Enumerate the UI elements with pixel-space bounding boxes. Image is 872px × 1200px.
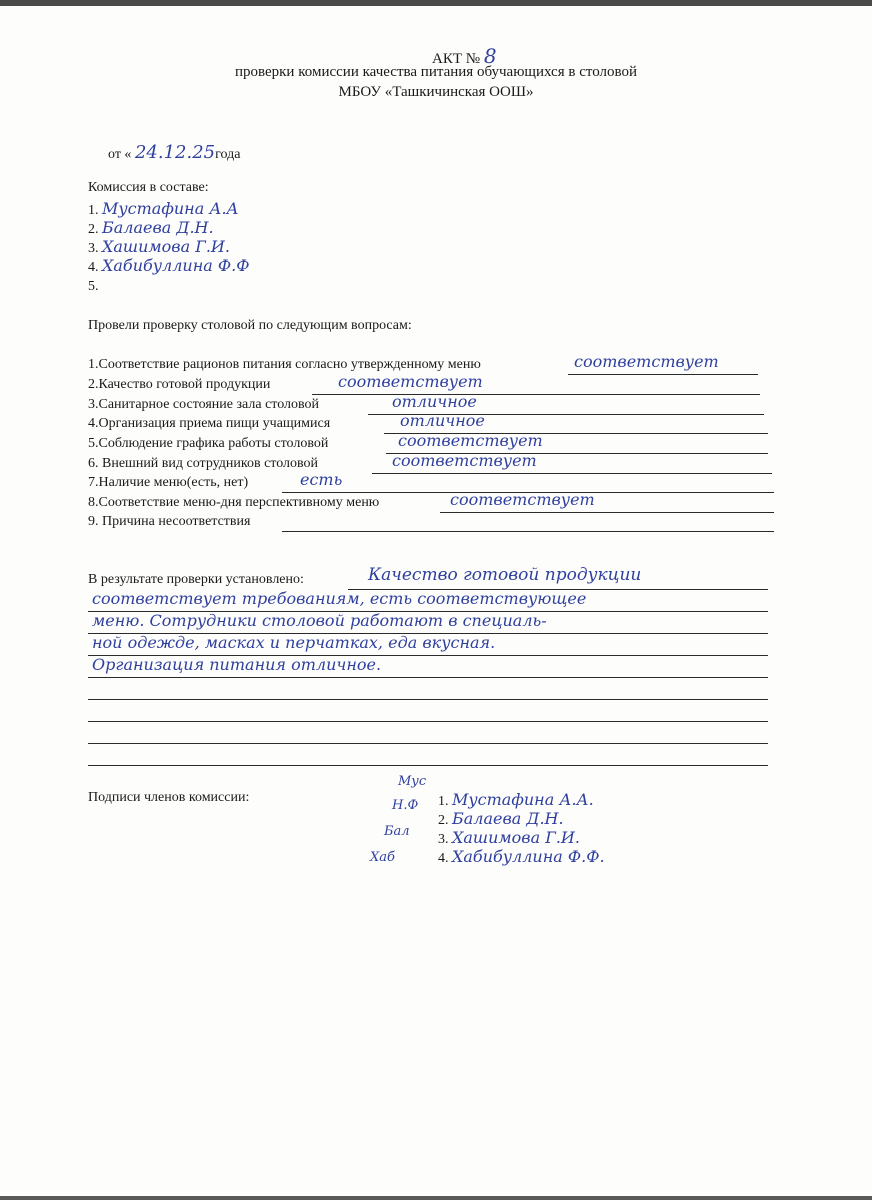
- member-name: Хашимова Г.И.: [102, 237, 230, 256]
- commission-member: [88, 199, 239, 219]
- result-text-line: Качество готовой продукции: [368, 565, 642, 585]
- result-text-line: ной одежде, масках и перчатках, еда вкусная.: [92, 633, 496, 652]
- question-answer: соответствует: [574, 352, 719, 371]
- act-label: АКТ №: [432, 51, 481, 67]
- signature-number: 2.: [438, 813, 449, 828]
- act-subtitle-1: проверки комиссии качества питания обучающихся в столовой: [234, 64, 638, 80]
- question-text: 8.Соответствие меню-дня перспективному меню: [88, 495, 380, 510]
- result-text-line: соответствует требованиям, есть соответствующее: [92, 589, 587, 608]
- commission-member: [88, 237, 230, 257]
- date-value: 24.12.25: [134, 142, 216, 163]
- answer-line: [312, 394, 760, 395]
- questions-label: Провели проверку столовой по следующим вопросам:: [88, 318, 412, 333]
- signature-number: 3.: [438, 832, 449, 847]
- member-name: Хабибуллина Ф.Ф: [102, 256, 250, 275]
- signature-name: Хашимова Г.И.: [452, 828, 580, 847]
- result-line: [88, 721, 768, 722]
- commission-member: [88, 275, 99, 295]
- signature-mark: Бал: [384, 824, 410, 839]
- member-number: 4.: [88, 260, 99, 275]
- signature-number: 4.: [438, 851, 449, 866]
- date-suffix: года: [215, 147, 241, 162]
- question-text: 5.Соблюдение графика работы столовой: [88, 436, 329, 451]
- signature-member: [438, 790, 594, 810]
- commission-member: [88, 218, 214, 238]
- date-prefix: от «: [108, 147, 132, 162]
- question-answer: отличное: [392, 392, 477, 411]
- signature-number: 1.: [438, 794, 449, 809]
- result-line: [88, 743, 768, 744]
- signatures-label: Подписи членов комиссии:: [88, 790, 250, 805]
- commission-member: [88, 256, 250, 276]
- signature-name: Мустафина А.А.: [452, 790, 594, 809]
- question-answer: соответствует: [392, 451, 537, 470]
- scan-edge-bottom: [0, 1196, 872, 1200]
- signature-mark: Н.Ф: [392, 798, 419, 813]
- signature-name: Хабибуллина Ф.Ф.: [452, 847, 605, 866]
- result-line: [88, 765, 768, 766]
- result-text-line: меню. Сотрудники столовой работают в специаль-: [92, 611, 547, 630]
- result-line: [88, 677, 768, 678]
- answer-line: [568, 374, 758, 375]
- member-name: Мустафина А.А: [102, 199, 239, 218]
- signature-mark: Мус: [398, 774, 427, 789]
- question-text: 1.Соответствие рационов питания согласно утвержденному меню: [88, 357, 481, 372]
- member-number: 5.: [88, 279, 99, 294]
- member-number: 2.: [88, 222, 99, 237]
- question-text: 4.Организация приема пищи учащимися: [88, 416, 331, 431]
- question-answer: соответствует: [450, 490, 595, 509]
- member-number: 3.: [88, 241, 99, 256]
- signature-name: Балаева Д.Н.: [452, 809, 564, 828]
- signature-member: [438, 809, 564, 829]
- act-subtitle-2: МБОУ «Ташкичинская ООШ»: [338, 84, 534, 100]
- question-text: 3.Санитарное состояние зала столовой: [88, 397, 320, 412]
- question-answer: соответствует: [338, 372, 483, 391]
- question-answer: есть: [300, 470, 343, 489]
- member-name: Балаева Д.Н.: [102, 218, 214, 237]
- signature-mark: Хаб: [370, 850, 395, 865]
- answer-line: [372, 473, 772, 474]
- member-number: 1.: [88, 203, 99, 218]
- signature-member: [438, 828, 580, 848]
- question-text: 2.Качество готовой продукции: [88, 377, 271, 392]
- question-text: 9. Причина несоответствия: [88, 514, 251, 529]
- question-text: 7.Наличие меню(есть, нет): [88, 475, 249, 490]
- result-label: В результате проверки установлено:: [88, 572, 304, 587]
- commission-label: Комиссия в составе:: [88, 180, 209, 195]
- act-number: 8: [483, 44, 497, 68]
- date-line: [108, 142, 240, 163]
- result-line: [88, 699, 768, 700]
- signature-member: [438, 847, 605, 867]
- answer-line: [440, 512, 774, 513]
- scan-edge-top: [0, 0, 872, 6]
- result-text-line: Организация питания отличное.: [92, 655, 382, 674]
- question-text: 6. Внешний вид сотрудников столовой: [88, 456, 319, 471]
- question-answer: соответствует: [398, 431, 543, 450]
- question-answer: отличное: [400, 411, 485, 430]
- answer-line: [282, 531, 774, 532]
